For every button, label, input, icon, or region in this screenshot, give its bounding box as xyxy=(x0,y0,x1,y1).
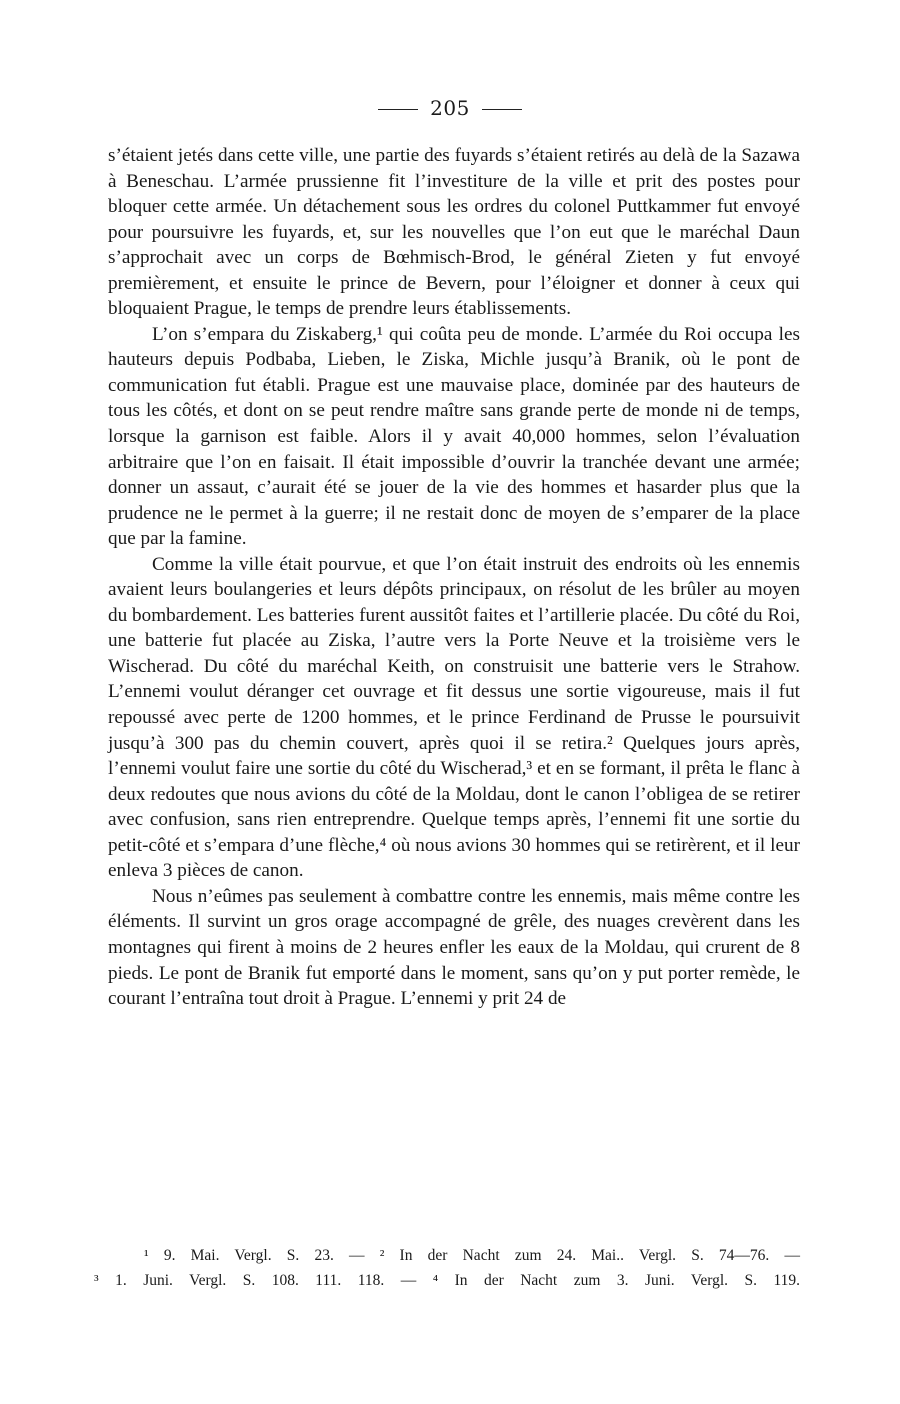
header-rule-left xyxy=(378,109,418,110)
paragraph-4: Nous n’eûmes pas seulement à combattre contre les ennemis, mais même contre les éléments. Il survint un gros orage accompagné de grêle, des nuages crevèrent dans les montagnes qui firent à moins de 2 heures enfler les eaux de la Moldau, qui crurent de 8 pieds. Le pont de Branik fut emporté dans le moment, sans qu’on y put porter remède, le courant l’entraîna tout droit à Prague. L’ennemi y prit 24 de xyxy=(108,885,800,1010)
paragraph-1: s’étaient jetés dans cette ville, une partie des fuyards s’étaient retirés au delà de la Sazawa à Beneschau. L’armée prussienne fit l’investiture de la ville et prit des postes pour bloquer cette armée. Un détachement sous les ordres du colonel Puttkammer fut envoyé pour poursuivre les fuyards, et, sur les nouvelles que l’on eut que le maréchal Daun s’approchait avec un corps de Bœhmisch-Brod, le général Zieten y fut envoyé premièrement, et ensuite le prince de Bevern, pour l’éloigner et donner à ceux qui bloquaient Prague, le temps de prendre leurs établissements. xyxy=(108,145,800,320)
footnote-line-2: ³ 1. Juni. Vergl. S. 108. 111. 118. — ⁴ In der Nacht zum 3. Juni. Vergl. S. 119. xyxy=(94,1272,800,1289)
body-text xyxy=(108,143,800,1012)
page-header xyxy=(0,96,900,120)
page-number: 205 xyxy=(430,96,470,120)
paragraph-2: L’on s’empara du Ziskaberg,¹ qui coûta peu de monde. L’armée du Roi occupa les hauteurs depuis Podbaba, Lieben, le Ziska, Michle jusqu’à Branik, où le pont de communication fut établi. Prague est une mauvaise place, dominée par des hauteurs de tous les côtés, et dont on se peut rendre maître sans grande perte de monde ni de temps, lorsque la garnison est faible. Alors il y avait 40,000 hommes, selon l’évaluation arbitraire que l’on en faisait. Il était impossible d’ouvrir la tranchée devant une armée; donner un assaut, c’aurait été se jouer de la vie des hommes et hasarder plus que la prudence ne le permet à la guerre; il ne restait donc de moyen de s’emparer de la place que par la famine. xyxy=(108,323,800,550)
footnote-line-1: ¹ 9. Mai. Vergl. S. 23. — ² In der Nacht zum 24. Mai.. Vergl. S. 74—76. — xyxy=(144,1247,800,1264)
header-rule-right xyxy=(482,109,522,110)
footnotes xyxy=(94,1243,800,1293)
paragraph-3: Comme la ville était pourvue, et que l’on était instruit des endroits où les ennemis avaient leurs boulangeries et leurs dépôts principaux, on résolut de les brûler au moyen du bombardement. Les batteries furent aussitôt faites et l’artillerie placée. Du côté du Roi, une batterie fut placée au Ziska, l’autre vers la Porte Neuve et la troisième vers le Wischerad. Du côté du maréchal Keith, on construisit une batterie vers le Strahow. L’ennemi voulut déranger cet ouvrage et fit dessus une sortie vigoureuse, mais il fut repoussé avec perte de 1200 hommes, et le prince Ferdinand de Prusse le poursuivit jusqu’à 300 pas du chemin couvert, après quoi il se retira.² Quelques jours après, l’ennemi voulut faire une sortie du côté du Wischerad,³ et en se formant, il prêta le flanc à deux redoutes que nous avions du côté de la Moldau, dont le canon l’obligea de se retirer avec confusion, sans rien entreprendre. Quelque temps après, l’ennemi fit une sortie du petit-côté et s’empara d’une flèche,⁴ où nous avions 30 hommes qui se retirèrent, et il leur enleva 3 pièces de canon. xyxy=(108,553,800,882)
